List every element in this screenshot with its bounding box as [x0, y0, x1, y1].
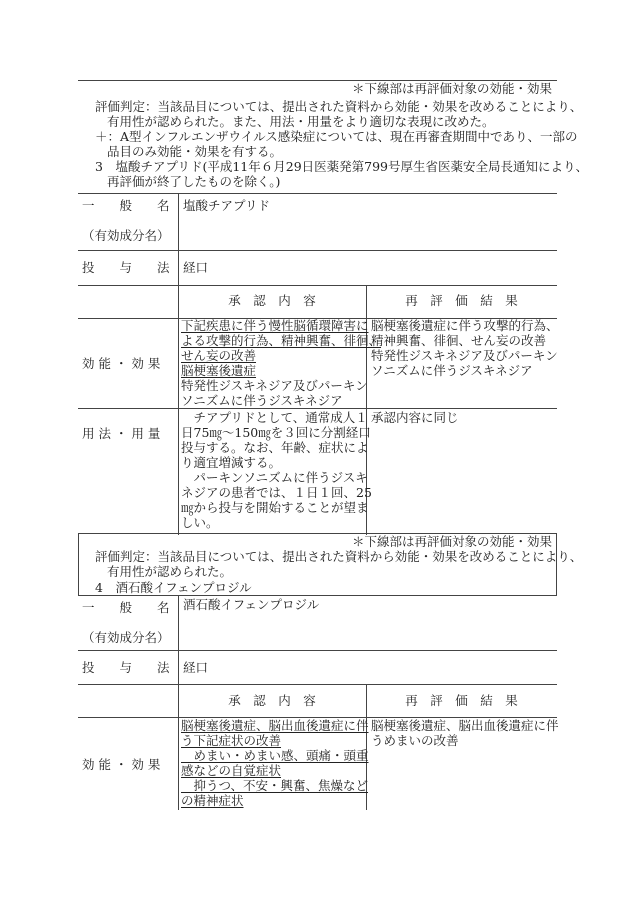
table-rule: [78, 684, 557, 685]
dosage-line: り適宜増減する。: [181, 455, 282, 470]
dosage-line: 日75㎎～150㎎を３回に分割経口: [181, 425, 371, 440]
reevaluation-header: 再 評 価 結 果: [405, 293, 518, 308]
general-name-label: 一 般 名: [82, 198, 170, 213]
indication-line: 脳梗塞後遺症、脳出血後遺症に伴: [181, 718, 369, 733]
active-ingredient-label: （有効成分名）: [82, 228, 170, 243]
dosage-label: 用 法 ・ 用 量: [82, 426, 161, 441]
evaluation-text: 評価判定：当該品目については、提出された資料から効能・効果を改めることにより、: [95, 549, 583, 564]
route-value: 経口: [183, 260, 209, 275]
result-line: ソニズムに伴うジスキネジア: [371, 363, 533, 378]
result-line: 脳梗塞後遺症に伴う攻撃的行為、: [371, 318, 559, 333]
reevaluation-header: 再 評 価 結 果: [405, 693, 518, 708]
table-rule: [78, 285, 557, 286]
indication-line: せん妄の改善: [181, 348, 257, 363]
evaluation-text: 評価判定：当該品目については、提出された資料から効能・効果を改めることにより、: [95, 99, 583, 114]
general-name-value: 酒石酸イフェンプロジル: [183, 597, 320, 612]
dosage-line: パーキンソニズムに伴うジスキ: [181, 470, 368, 485]
route-value: 経口: [183, 660, 209, 675]
indication-line: 特発性ジスキネジア及びパーキン: [181, 378, 368, 393]
dosage-result: 承認内容に同じ: [371, 410, 459, 425]
section-heading: 3 塩酸チアプリド(平成11年６月29日医薬発第799号厚生省医薬安全局長通知により、: [95, 159, 589, 174]
indication-line: めまい・めまい感、頭痛・頭重: [181, 748, 369, 763]
table-rule: [78, 408, 557, 409]
dosage-line: しい。: [181, 515, 219, 530]
result-line: うめまいの改善: [371, 733, 459, 748]
indication-line: う下記症状の改善: [181, 733, 282, 748]
table-rule: [78, 650, 557, 651]
evaluation-text: 有用性が認められた。: [107, 564, 233, 579]
section-heading: 再評価が終了したものを除く。): [107, 174, 281, 189]
result-line: 精神興奮、徘徊、せん妄の改善: [371, 333, 547, 348]
result-line: 特発性ジスキネジア及びパーキン: [371, 348, 558, 363]
approved-header: 承 認 内 容: [228, 293, 316, 308]
table-rule: [78, 193, 557, 194]
indication-line: 脳梗塞後遺症: [181, 363, 257, 378]
indication-line: 感などの自覚症状: [181, 763, 282, 778]
indication-line: 下記疾患に伴う慢性脳循環障害に: [181, 318, 369, 333]
dosage-line: ネジアの患者では、１日１回、25: [181, 485, 372, 500]
dosage-line: 投与する。なお、年齢、症状によ: [181, 440, 369, 455]
dosage-line: ㎎から投与を開始することが望ま: [181, 500, 369, 515]
route-label: 投 与 法: [82, 660, 170, 675]
column-divider: [178, 193, 179, 535]
plus-note: 品目のみ効能・効果を有する。: [107, 144, 283, 159]
indications-label: 効 能 ・ 効 果: [82, 356, 161, 371]
underline-note: ＊下線部は再評価対象の効能・効果: [351, 534, 552, 549]
indication-line: よる攻撃的行為、精神興奮、徘徊、: [181, 333, 382, 348]
indication-line: 抑うつ、不安・興奮、焦燥など: [181, 778, 369, 793]
evaluation-text: 有用性が認められた。また、用法・用量をより適切な表現に改めた。: [107, 114, 495, 129]
indication-line: ソニズムに伴うジスキネジア: [181, 393, 343, 408]
active-ingredient-label: （有効成分名）: [82, 630, 170, 645]
general-name-value: 塩酸チアプリド: [183, 198, 271, 213]
approved-header: 承 認 内 容: [228, 693, 316, 708]
section-heading: 4 酒石酸イフェンプロジル: [95, 580, 252, 595]
result-line: 脳梗塞後遺症、脳出血後遺症に伴: [371, 718, 559, 733]
dosage-line: チアプリドとして、通常成人１: [181, 410, 368, 425]
indication-line: の精神症状: [181, 793, 244, 808]
underline-note: ＊下線部は再評価対象の効能・効果: [351, 81, 552, 96]
general-name-label: 一 般 名: [82, 600, 170, 615]
plus-note: ＋：A型インフルエンザウイルス感染症については、現在再審査期間中であり、一部の: [95, 129, 578, 144]
route-label: 投 与 法: [82, 260, 170, 275]
indications-label: 効 能 ・ 効 果: [82, 757, 161, 772]
table-rule: [78, 250, 557, 251]
